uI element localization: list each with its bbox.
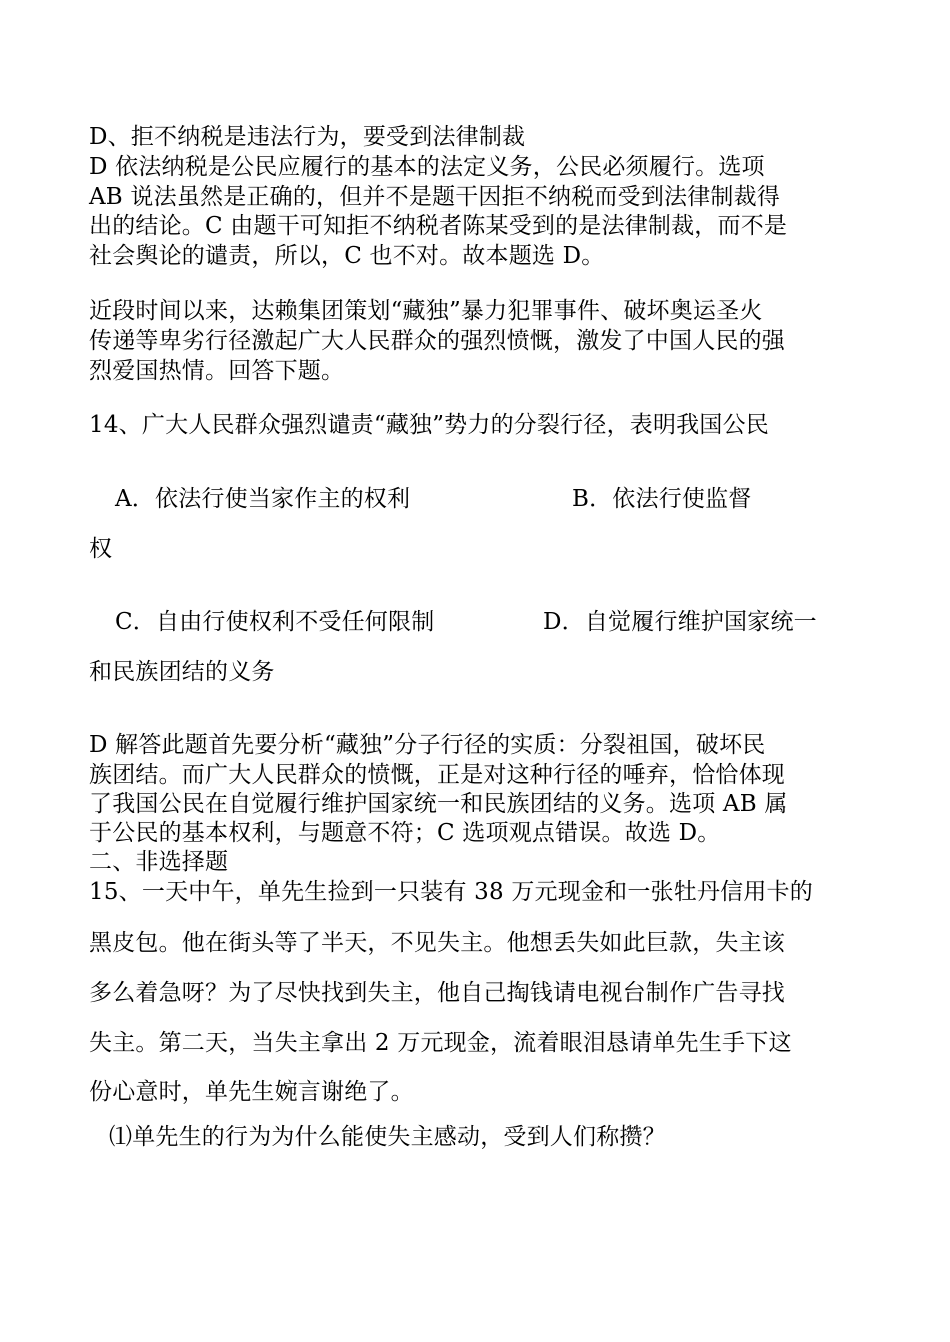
q14-explanation-line-2: 族团结。而广大人民群众的愤慨，正是对这种行径的唾弃，恰恰体现 xyxy=(89,762,785,788)
q15-line-1: 15、一天中午，单先生捡到一只装有 38 万元现金和一张牡丹信用卡的 xyxy=(89,879,813,905)
q13-explanation-line-4: 社会舆论的谴责，所以，C 也不对。故本题选 D。 xyxy=(89,243,605,269)
q14-option-a: A．依法行使当家作主的权利 xyxy=(115,486,411,512)
section-heading: 二、非选择题 xyxy=(89,849,229,875)
material-passage-line-2: 传递等卑劣行径激起广大人民群众的强烈愤慨，激发了中国人民的强 xyxy=(89,328,785,354)
q14-explanation-line-4: 于公民的基本权利，与题意不符；C 选项观点错误。故选 D。 xyxy=(89,820,721,846)
q14-explanation-line-3: 了我国公民在自觉履行维护国家统一和民族团结的义务。选项 AB 属 xyxy=(89,791,788,817)
q13-explanation-line-3: 出的结论。C 由题干可知拒不纳税者陈某受到的是法律制裁，而不是 xyxy=(89,213,788,239)
q14-stem: 14、广大人民群众强烈谴责“藏独”势力的分裂行径，表明我国公民 xyxy=(89,412,769,438)
material-passage-line-1: 近段时间以来，达赖集团策划“藏独”暴力犯罪事件、破坏奥运圣火 xyxy=(89,298,763,324)
q14-option-b: B．依法行使监督 xyxy=(572,486,752,512)
q15-line-5: 份心意时，单先生婉言谢绝了。 xyxy=(89,1079,414,1105)
q14-option-b-wrap: 权 xyxy=(89,536,113,562)
q15-line-3: 多么着急呀？为了尽快找到失主，他自己掏钱请电视台制作广告寻找 xyxy=(89,980,785,1006)
q15-sub-question-1: ⑴单先生的行为为什么能使失主感动，受到人们称攒？ xyxy=(109,1124,666,1150)
q15-line-2: 黑皮包。他在街头等了半天，不见失主。他想丢失如此巨款，失主该 xyxy=(89,930,785,956)
q13-option-d: D、拒不纳税是违法行为，要受到法律制裁 xyxy=(89,124,526,150)
q15-line-4: 失主。第二天，当失主拿出 2 万元现金，流着眼泪恳请单先生手下这 xyxy=(89,1030,792,1056)
q14-option-d: D．自觉履行维护国家统一 xyxy=(543,609,817,635)
q14-option-c: C．自由行使权利不受任何限制 xyxy=(115,609,435,635)
q13-explanation-line-2: AB 说法虽然是正确的，但并不是题干因拒不纳税而受到法律制裁得 xyxy=(89,184,781,210)
q14-explanation-line-1: D 解答此题首先要分析“藏独”分子行径的实质：分裂祖国，破坏民 xyxy=(89,732,766,758)
q13-explanation-line-1: D 依法纳税是公民应履行的基本的法定义务，公民必须履行。选项 xyxy=(89,154,765,180)
material-passage-line-3: 烈爱国热情。回答下题。 xyxy=(89,358,345,384)
q14-option-d-wrap: 和民族团结的义务 xyxy=(89,659,275,685)
